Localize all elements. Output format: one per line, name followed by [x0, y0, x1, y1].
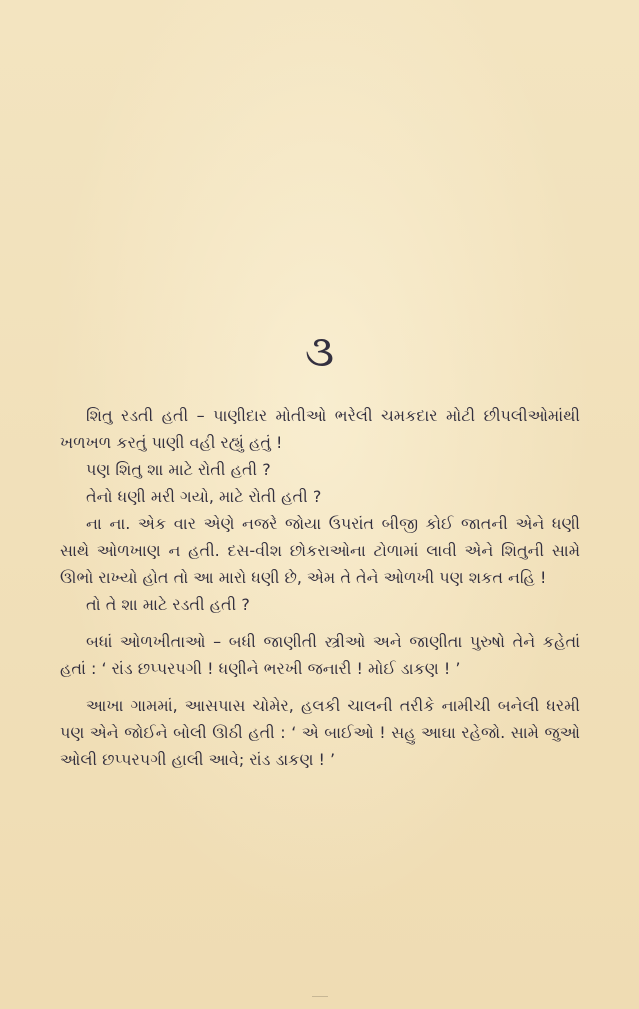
chapter-text: [60, 402, 580, 773]
paragraph: તો તે શા માટે રડતી હતી ?: [86, 595, 250, 614]
page-footer-mark: [312, 996, 328, 997]
paragraph: બધાં ઓળખીતાઓ – બધી જાણીતી સ્ત્રીઓ અને જાણીતા પુરુષો તેને કહેતાં હતાં : ‘ રાંડ છપ્પરપગી ! ધણીને ભરખી જનારી ! મોઈ ડાકણ ! ’: [60, 632, 580, 678]
paragraph: ના ના. એક વાર એણે નજરે જોયા ઉપરાંત બીજી કોઈ જાતની એને ધણી સાથે ઓળખાણ ન હતી. દસ-વીશ છોકરાઓના ટોળામાં લાવી એને શિતુની સામે ઊભો રાખ્યો હોત તો આ મારો ધણી છે, એમ તે તેને ઓળખી પણ શકત નહિ !: [60, 514, 580, 587]
paragraph: તેનો ધણી મરી ગયો, માટે રોતી હતી ?: [86, 487, 322, 506]
chapter-number: ૩: [304, 326, 335, 377]
paragraph: આખા ગામમાં, આસપાસ ચોમેર, હલકી ચાલની તરીકે નામીચી બનેલી ધરમી પણ એને જોઈને બોલી ઊઠી હતી : ‘ એ બાઈઓ ! સહુ આઘા રહેજો. સામે જુઓ ઓલી છપ્પરપગી હાલી આવે; રાંડ ડાકણ ! ’: [60, 696, 580, 769]
paragraph: પણ શિતુ શા માટે રોતી હતી ?: [86, 460, 271, 479]
paragraph: શિતુ રડતી હતી – પાણીદાર મોતીઓ ભરેલી ચમકદાર મોટી છીપલીઓમાંથી ખળખળ કરતું પાણી વહી રહ્યું હતું !: [60, 406, 580, 452]
